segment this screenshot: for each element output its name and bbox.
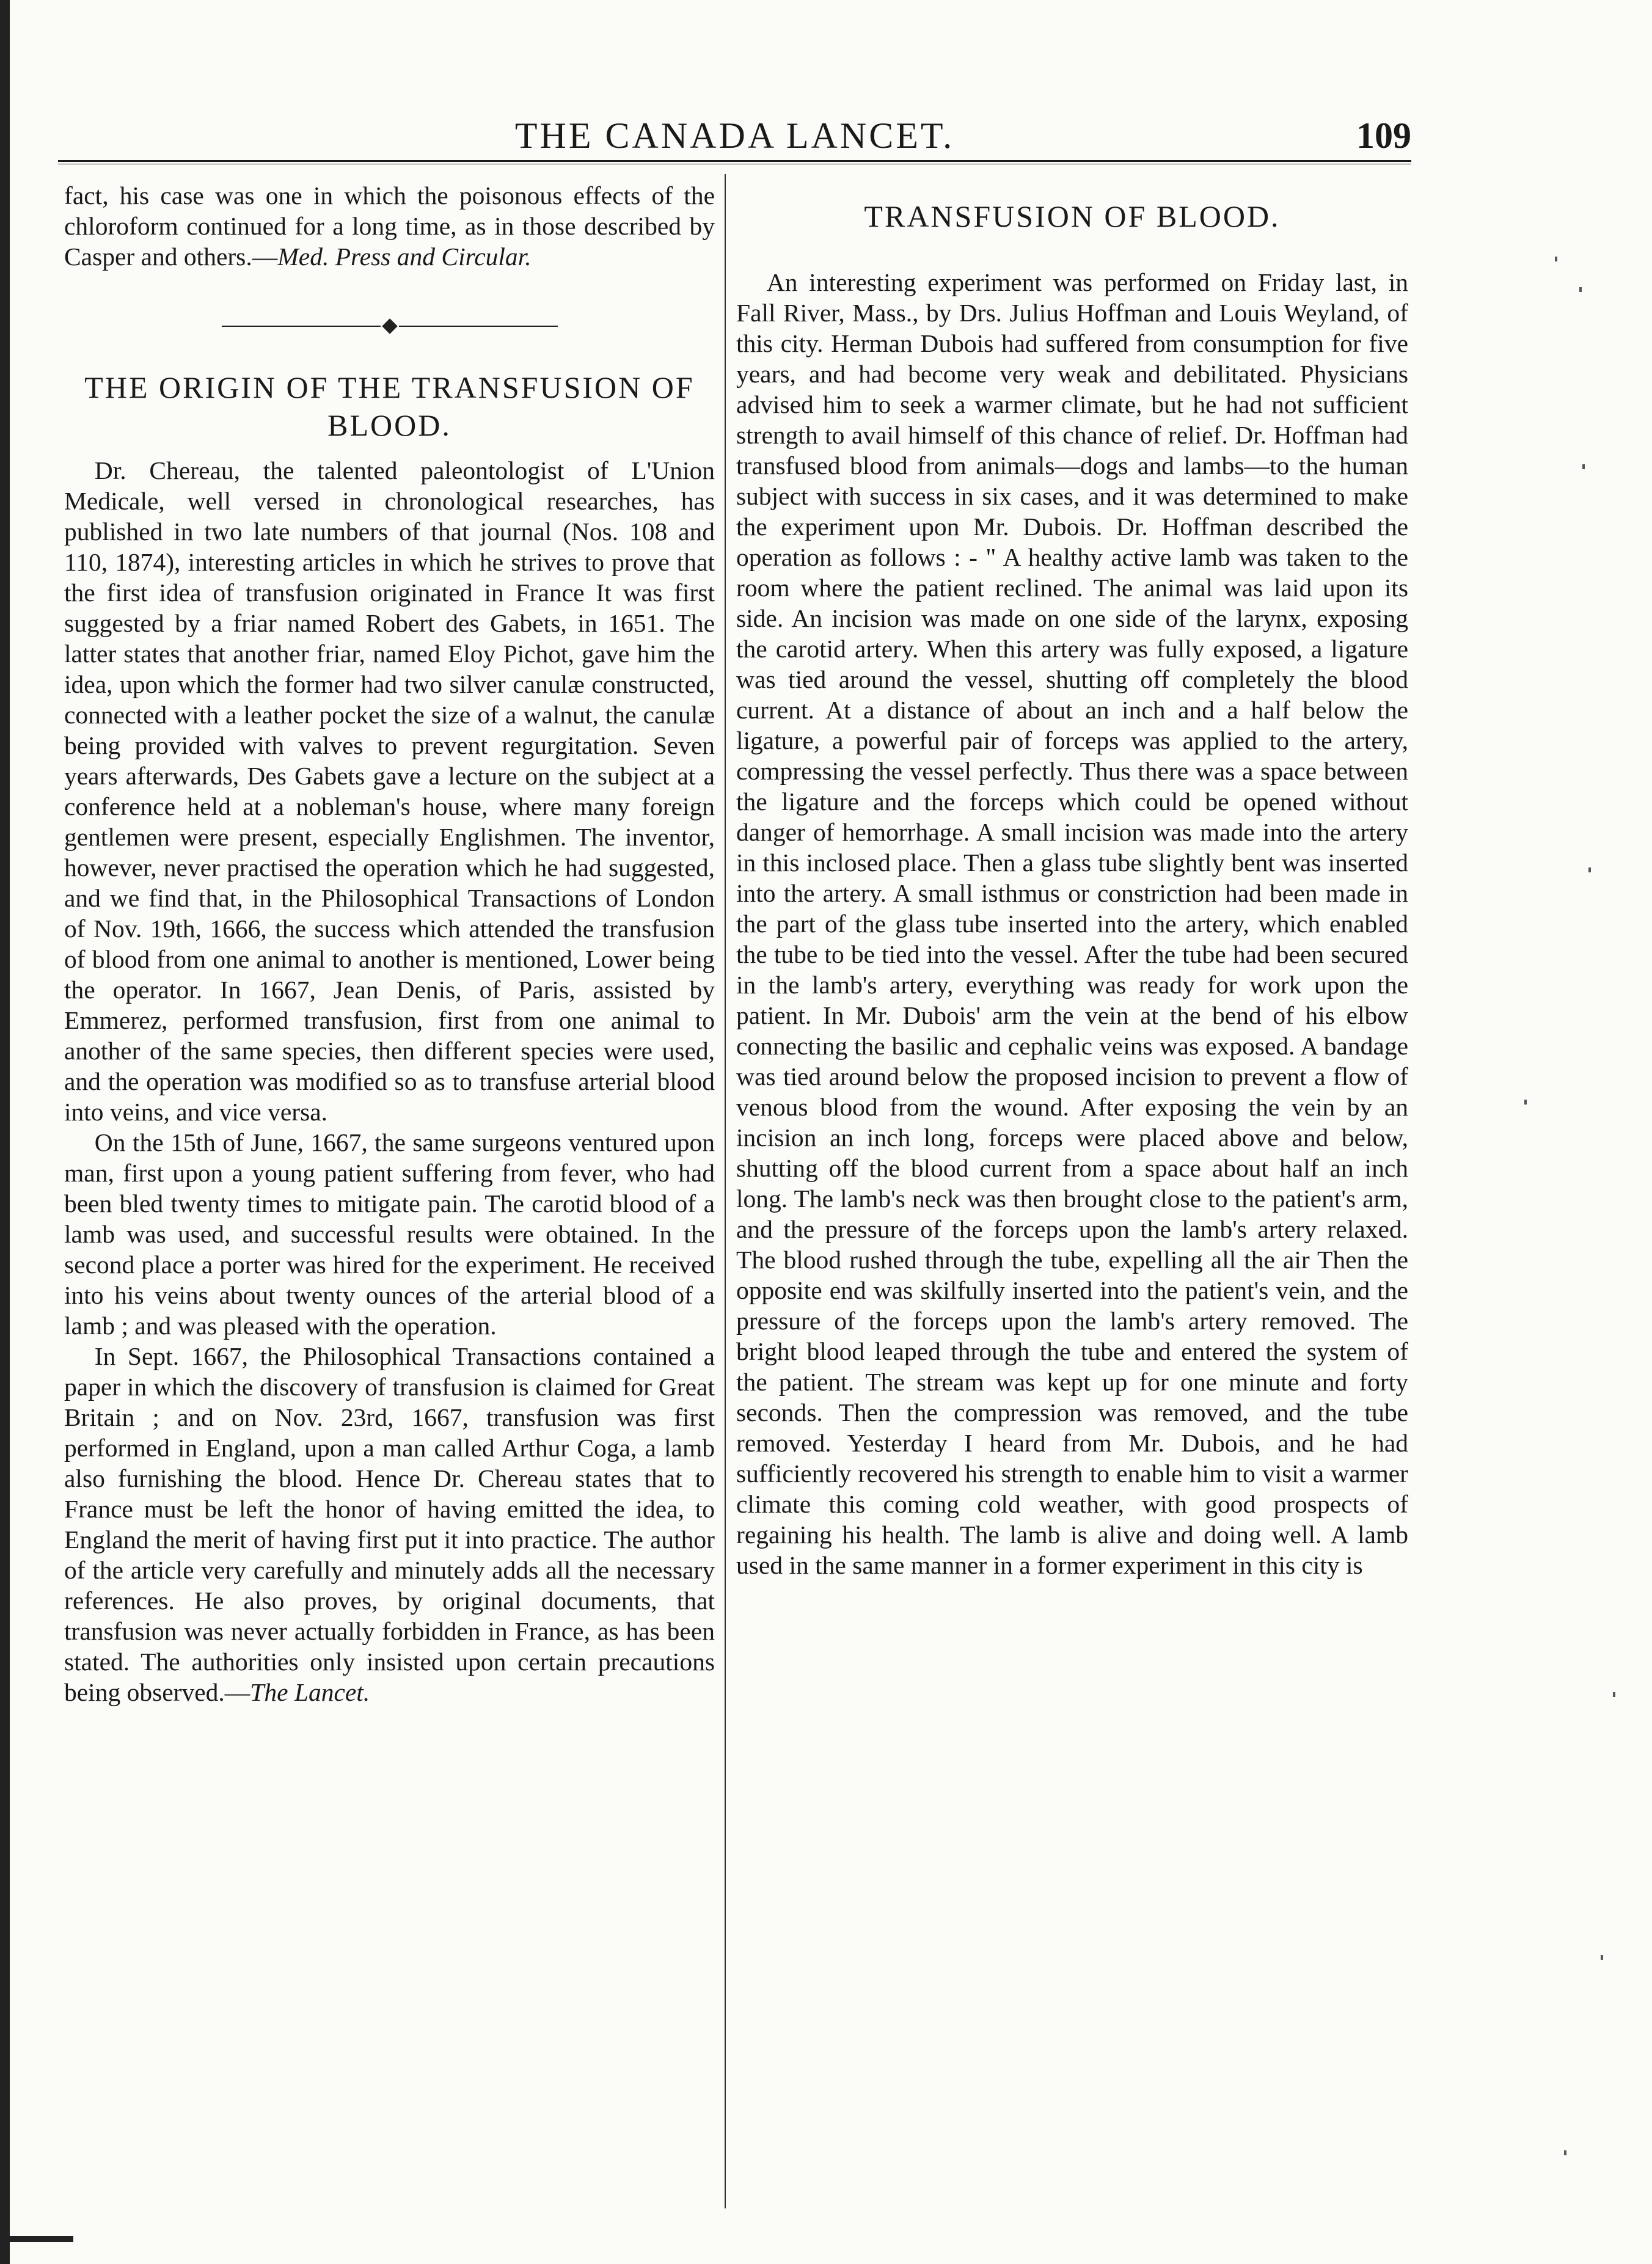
article-paragraph: An interesting experiment was performed on Friday last, in Fall River, Mass., by Drs. Julius Hoffman and Louis Weyland, of this city. Herman Dubois had suffered from consumption for five years, and had become very weak and debilitated. Physicians advised him to seek a warmer climate, but he had not sufficient strength to avail himself of this chance of relief. Dr. Hoffman had transfused blood from animals—dogs and lambs—to the human subject with success in six cases, and it was determined to make the experiment upon Mr. Dubois. Dr. Hoffman described the operation as follows : - " A healthy active lamb was taken to the room where the patient reclined. The animal was laid upon its side. An incision was made on one side of the larynx, exposing the carotid artery. When this artery was fully exposed, a ligature was tied around the vessel, shutting off completely the blood current. At a distance of about an inch and a half below the ligature, a powerful pair of forceps was applied to the artery, compressing the vessel perfectly. Thus there was a space between the ligature and the forceps which could be opened without danger of hemorrhage. A small incision was made into the artery in this inclosed place. Then a glass tube slightly bent was inserted into the artery. A small isthmus or constriction had been made in the part of the glass tube inserted into the artery, which enabled the tube to be tied into the vessel. After the tube had been secured in the lamb's artery, everything was ready for work upon the patient. In Mr. Dubois' arm the vein at the bend of his elbow connecting the basilic and cephalic veins was exposed. A bandage was tied around below the proposed incision to prevent a flow of venous blood from the wound. After exposing the vein by an incision an inch long, forceps were placed above and below, shutting off the blood current from a space about half an inch long. The lamb's neck was then brought close to the patient's arm, and the pressure of the forceps upon the lamb's artery relaxed. The blood rushed through the tube, expelling all the air Then the opposite end was skilfully inserted into the patient's vein, and the pressure of the forceps upon the lamb's artery removed. The bright blood leaped through the tube and entered the system of the patient. The stream was kept up for one minute and forty seconds. Then the compression was removed, and the tube removed. Yesterday I heard from Mr. Dubois, and he had sufficiently recovered his strength to enable him to visit a warmer climate this coming cold weather, with good prospects of regaining his health. The lamb is alive and doing well. A lamb used in the same manner in a former experiment in this city is bbox=[736, 268, 1408, 1579]
binding-edge-foot bbox=[0, 2236, 73, 2242]
article-source: The Lancet. bbox=[250, 1678, 370, 1706]
scan-speck bbox=[1613, 1692, 1615, 1697]
continuation-paragraph bbox=[64, 180, 715, 272]
scan-speck bbox=[1588, 867, 1591, 872]
scan-speck bbox=[1579, 287, 1582, 292]
article-paragraph-last bbox=[64, 1341, 715, 1707]
continuation-text: fact, his case was one in which the poisonous effects of the chloroform continued for a long time, as in those described by Casper and others.— bbox=[64, 181, 715, 271]
diamond-ornament-icon bbox=[382, 319, 397, 334]
scan-speck bbox=[1524, 1100, 1527, 1105]
article-paragraph: Dr. Chereau, the talented paleontologist of L'Union Medicale, well versed in chronological researches, has published in two late numbers of that journal (Nos. 108 and 110, 1874), interesting articles in which he strives to prove that the first idea of transfusion originated in France It was first suggested by a friar named Robert des Gabets, in 1651. The latter states that another friar, named Eloy Pichot, gave him the idea, upon which the former had two silver canulæ constructed, connected with a leather pocket the size of a walnut, the canulæ being provided with valves to prevent regurgitation. Seven years afterwards, Des Gabets gave a lecture on the subject at a conference held at a nobleman's house, where many foreign gentlemen were present, especially Englishmen. The inventor, however, never practised the operation which he had suggested, and we find that, in the Philosophical Transactions of London of Nov. 19th, 1666, the success which attended the transfusion of blood from one animal to another is mentioned, Lower being the operator. In 1667, Jean Denis, of Paris, assisted by Emmerez, performed transfusion, first from one animal to another of the same species, then different species were used, and the operation was modified so as to transfuse arterial blood into veins, and vice versa. bbox=[64, 456, 715, 1126]
left-column bbox=[64, 180, 715, 1707]
column-divider bbox=[725, 174, 726, 2208]
article-title-origin: THE ORIGIN OF THE TRANSFUSION OF BLOOD. bbox=[84, 370, 695, 442]
article-title-transfusion: TRANSFUSION OF BLOOD. bbox=[864, 199, 1281, 233]
scan-speck bbox=[1582, 464, 1585, 469]
continuation-source: Med. Press and Circular. bbox=[277, 243, 532, 271]
article-paragraph: On the 15th of June, 1667, the same surgeons ventured upon man, first upon a young patient suffering from fever, who had been bled twenty times to mitigate pain. The carotid blood of a lamb was used, and successful results were obtained. In the second place a porter was hired for the experiment. He received into his veins about twenty ounces of the arterial blood of a lamb ; and was pleased with the operation. bbox=[64, 1128, 715, 1340]
header-rule bbox=[58, 160, 1411, 164]
section-ornament bbox=[64, 309, 715, 313]
binding-edge bbox=[0, 0, 10, 2264]
scan-speck bbox=[1555, 257, 1557, 261]
page-number: 109 bbox=[1356, 115, 1411, 156]
article-paragraph-text: In Sept. 1667, the Philosophical Transactions contained a paper in which the discovery of transfusion is claimed for Great Britain ; and on Nov. 23rd, 1667, transfusion was first performed in England, upon a man called Arthur Coga, a lamb also furnishing the blood. Hence Dr. Chereau states that to France must be left the honor of having emitted the idea, to England the merit of having first put it into practice. The author of the article very carefully and minutely adds all the necessary references. He also proves, by original documents, that transfusion was never actually forbidden in France, as has been stated. The authorities only insisted upon certain precautions being observed.— bbox=[64, 1342, 715, 1706]
scan-speck bbox=[1564, 2150, 1566, 2155]
right-column bbox=[736, 180, 1408, 1580]
running-title: THE CANADA LANCET. bbox=[514, 115, 955, 156]
scan-speck bbox=[1601, 1955, 1603, 1960]
page-header bbox=[58, 110, 1411, 165]
